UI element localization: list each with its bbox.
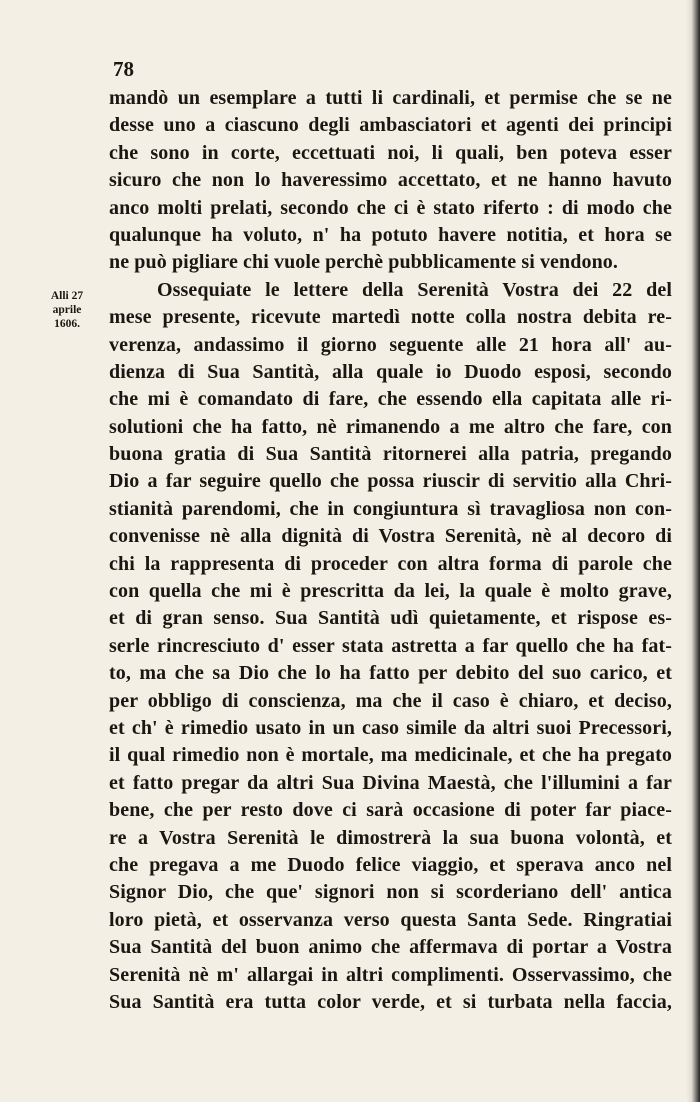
text-line: desse uno a ciascuno degli ambasciatori et agenti dei principi [109, 114, 672, 137]
text-line: ne può pigliare chi vuole perchè pubblicamente si vendono. [109, 251, 619, 274]
text-line: qualunque ha voluto, n' ha potuto havere notitia, et hora se [109, 223, 672, 246]
text-line: Sua Santità era tutta color verde, et si turbata nella faccia, [109, 990, 672, 1013]
text-line: convenisse nè alla dignità di Vostra Serenità, nè al decoro di [109, 525, 672, 548]
text-line: stianità parendomi, che in congiuntura sì travagliosa non con- [109, 497, 672, 520]
text-line: serle rincresciuto d' esser stata astretta a far quello che ha fat- [109, 634, 672, 657]
margin-note-line: Alli 27 [50, 290, 84, 302]
margin-note-date [36, 289, 98, 331]
text-line: solutioni che ha fatto, nè rimanendo a me altro che fare, con [109, 415, 672, 438]
text-line: sicuro che non lo haveressimo accettato, et ne hanno havuto [109, 169, 672, 192]
text-line: che mi è comandato di fare, che essendo ella capitata alle ri- [109, 388, 672, 411]
text-line: che pregava a me Duodo felice viaggio, et sperava anco nel [109, 853, 672, 876]
text-line: anco molti prelati, secondo che ci è stato riferto : di modo che [109, 196, 672, 219]
text-line: bene, che per resto dove ci sarà occasione di poter far piace- [109, 799, 672, 822]
text-line: verenza, andassimo il giorno seguente alle 21 hora all' au- [109, 333, 672, 356]
text-line: et di gran senso. Sua Santità udì quietamente, et rispose es- [109, 607, 672, 630]
text-line: Sua Santità del buon animo che affermava di portar a Vostra [109, 936, 672, 959]
text-line: dienza di Sua Santità, alla quale io Duodo esposi, secondo [109, 360, 672, 383]
text-line: per obbligo di conscienza, ma che il caso è chiaro, et deciso, [109, 689, 672, 712]
text-line: et ch' è rimedio usato in un caso simile da altri suoi Precessori, [109, 716, 672, 739]
page-edge-shadow [686, 0, 700, 1102]
text-line: che sono in corte, eccettuati noi, li quali, ben poteva esser [109, 141, 672, 164]
text-line: et fatto pregar da altri Sua Divina Maestà, che l'illumini a far [109, 771, 672, 794]
margin-note-line: aprile [52, 304, 82, 316]
margin-note-line: 1606. [54, 318, 80, 330]
text-line: Ossequiate le lettere della Serenità Vostra dei 22 del [157, 278, 672, 301]
text-line: re a Vostra Serenità le dimostrerà la sua buona volontà, et [109, 826, 672, 849]
body-text [109, 85, 672, 1016]
text-line: Signor Dio, che que' signori non si scorderiano dell' antica [109, 881, 672, 904]
text-line: to, ma che sa Dio che lo ha fatto per debito del suo carico, et [109, 662, 672, 685]
text-line: mese presente, ricevute martedì notte colla nostra debita re- [109, 306, 672, 329]
text-line: loro pietà, et osservanza verso questa Santa Sede. Ringratiai [109, 908, 672, 931]
text-line: il qual rimedio non è mortale, ma medicinale, et che ha pregato [109, 744, 672, 767]
text-line: buona gratia di Sua Santità ritornerei alla patria, pregando [109, 443, 672, 466]
text-line: con quella che mi è prescritta da lei, la quale è molto grave, [109, 580, 672, 603]
text-line: chi la rappresenta di proceder con altra forma di parole che [109, 552, 672, 575]
page-number: 78 [113, 57, 134, 81]
text-line: mandò un esemplare a tutti li cardinali, et permise che se ne [109, 87, 672, 109]
text-line: Serenità nè m' allargai in altri complimenti. Osservassimo, che [109, 963, 672, 986]
text-line: Dio a far seguire quello che possa riuscir di servitio alla Chri- [109, 470, 672, 493]
